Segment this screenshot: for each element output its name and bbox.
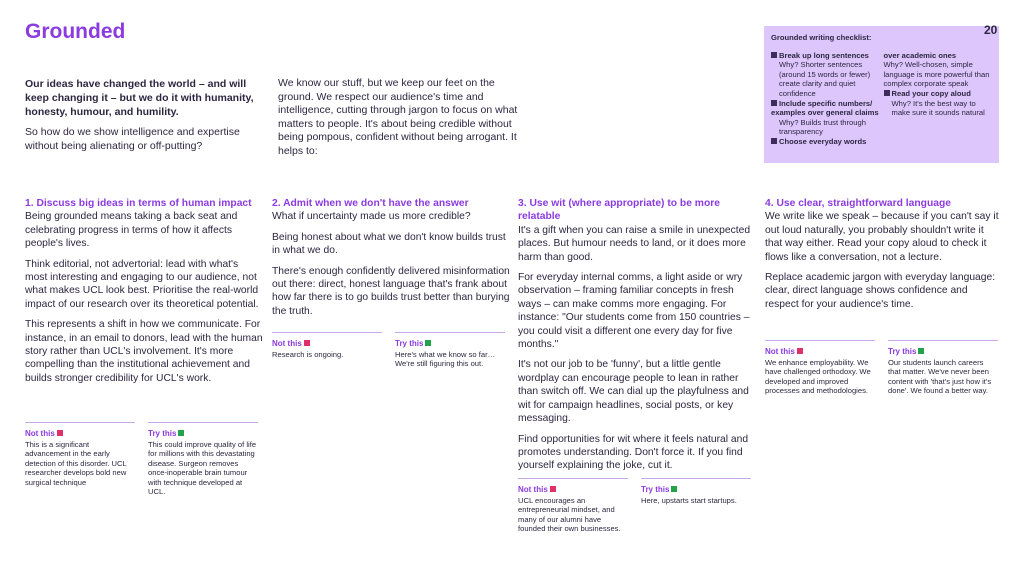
checkbox-icon: [771, 138, 777, 144]
not-this-example: [25, 422, 135, 497]
try-this-label: Try this: [641, 485, 670, 494]
guideline-paragraph: Being grounded means taking a back seat and celebrating progress in terms of how it affects people's lives.: [25, 211, 238, 250]
cross-icon: [797, 348, 803, 354]
guideline-column: [765, 197, 1003, 318]
page-title: Grounded: [25, 20, 126, 43]
example-notes: [765, 340, 998, 396]
try-this-example: [395, 332, 505, 369]
intro-left: [25, 77, 270, 153]
guideline-paragraph: There's enough confidently delivered misinformation out there: direct, honest language that's frank about how far there is to go builds trust better than burying the truth.: [272, 265, 510, 317]
checklist-item-why: Why? Well-chosen, simple language is more powerful than complex corporate speak: [883, 60, 990, 89]
try-this-text: Here's what we know so far… We're still figuring this out.: [395, 349, 496, 368]
checklist-item-title: Break up long sentences: [779, 50, 869, 60]
cross-icon: [550, 486, 556, 492]
not-this-text: We enhance employability. We have challenged orthodoxy. We developed and improved processes and methodologies.: [765, 357, 871, 395]
check-icon: [178, 430, 184, 436]
checkbox-icon: [771, 100, 777, 106]
not-this-label: Not this: [765, 347, 795, 356]
check-icon: [671, 486, 677, 492]
example-notes: [25, 422, 258, 497]
intro-bold: Our ideas have changed the world – and will keep changing it – but we do it with humanity, honesty, humour, and humility.: [25, 78, 254, 118]
cross-icon: [57, 430, 63, 436]
guideline-paragraph: Being honest about what we don't know builds trust in what we do.: [272, 231, 506, 257]
guideline-paragraph: Think editorial, not advertorial: lead with what's most interesting and engaging to our audience, not what makes UCL look best. Prioritise the real-world impact of our research over its theoretical potential.: [25, 258, 259, 310]
guideline-heading: 3. Use wit (where appropriate) to be more relatable: [518, 198, 720, 223]
guideline-paragraph: What if uncertainty made us more credible?: [272, 211, 471, 223]
guideline-paragraph: This represents a shift in how we communicate. For instance, in an email to donors, lead with the human story rather than UCL's involvement. It's more compelling than the institutional achievement and builds stronger credibility for UCL's work.: [25, 319, 263, 384]
not-this-text: UCL encourages an entrepreneurial mindset, and many of our alumni have founded their own businesses.: [518, 495, 621, 533]
try-this-text: Our students launch careers that matter. We've never been content with 'that's just how it's done'. We found a better way.: [888, 357, 992, 395]
cross-icon: [304, 340, 310, 346]
not-this-text: Research is ongoing.: [272, 349, 344, 359]
checklist-panel: [764, 26, 999, 163]
check-icon: [425, 340, 431, 346]
check-icon: [918, 348, 924, 354]
guideline-column: [25, 197, 263, 392]
not-this-text: This is a significant advancement in the early detection of this disorder. UCL researcher develops bold new surgical technique: [25, 439, 127, 487]
intro-question: So how do we show intelligence and expertise without being alienating or off-putting?: [25, 126, 240, 152]
checklist-item-title: over academic ones: [883, 50, 957, 60]
guideline-paragraph: For everyday internal comms, a light aside or wry observation – framing familiar concepts in fresh ways – can make comms more engaging. For instance: "Our students come from 150 countries – you could visit a different one every day for five months.": [518, 272, 750, 351]
checkbox-icon: [771, 52, 777, 58]
not-this-example: [518, 478, 628, 534]
not-this-label: Not this: [272, 339, 302, 348]
guideline-paragraph: It's not our job to be 'funny', but a little gentle wordplay can encourage people to lean in rather than switch off. We can dial up the playfulness and wit for campaign headlines, social posts, or key messaging.: [518, 359, 749, 425]
try-this-label: Try this: [148, 429, 177, 438]
guideline-paragraph: Replace academic jargon with everyday language: clear, direct language shows confidence and respect for your audience's time.: [765, 272, 996, 310]
checklist-item-why: Why? Shorter sentences (around 15 words or fewer) create clarity and quiet confidence: [779, 60, 871, 98]
try-this-example: [641, 478, 751, 534]
guideline-paragraph: It's a gift when you can raise a smile in unexpected places. But humour needs to land, or it does more harm than good.: [518, 224, 751, 263]
checklist-item: [771, 137, 880, 147]
guideline-heading: 2. Admit when we don't have the answer: [272, 198, 469, 209]
checklist-item: [884, 89, 993, 118]
checklist-item-title: Read your copy aloud: [891, 88, 971, 98]
example-notes: [518, 478, 751, 534]
checklist-heading: Grounded writing checklist:: [771, 33, 872, 42]
checklist-item-title: Choose everyday words: [779, 136, 867, 146]
not-this-example: [272, 332, 382, 369]
checklist-item-why: Why? It's the best way to make sure it sounds natural: [891, 98, 985, 118]
guideline-heading: 4. Use clear, straightforward language: [765, 198, 951, 209]
example-notes: [272, 332, 505, 369]
guideline-paragraph: Find opportunities for wit where it feels natural and promotes understanding. Don't force it. If you find yourself explaining the joke, cut it.: [518, 433, 749, 472]
checklist-item-title: Include specific numbers/ examples over general claims: [771, 98, 879, 118]
guideline-column: [518, 197, 756, 480]
guideline-column: [272, 197, 510, 325]
checklist-item-cont: [884, 51, 993, 89]
checklist-item-why: Why? Builds trust through transparency: [779, 117, 866, 137]
checkbox-icon: [884, 90, 890, 96]
not-this-example: [765, 340, 875, 396]
try-this-text: This could improve quality of life for millions with this devastating disease. Surgeon removes once-inoperable brain tumour with technique developed at UCL.: [148, 439, 257, 496]
try-this-example: [888, 340, 998, 396]
guideline-paragraph: We write like we speak – because if you can't say it out loud naturally, you probably shouldn't write it that way either. Read your copy aloud to check it flows like a conversation, not a lecture.: [765, 211, 999, 263]
checklist-item: [771, 99, 880, 137]
try-this-label: Try this: [395, 339, 424, 348]
guideline-heading: 1. Discuss big ideas in terms of human impact: [25, 198, 252, 209]
page-number: 20: [984, 23, 998, 37]
try-this-text: Here, upstarts start startups.: [641, 495, 737, 505]
intro-middle: We know our stuff, but we keep our feet on the ground. We respect our audience's time and intelligence, cutting through jargon to focus on what matters to people. It's about being credible without being pompous, confident without being arrogant. It helps to:: [278, 77, 518, 157]
not-this-label: Not this: [25, 429, 55, 438]
not-this-label: Not this: [518, 485, 548, 494]
try-this-example: [148, 422, 258, 497]
try-this-label: Try this: [888, 347, 917, 356]
checklist-item: [771, 51, 880, 99]
